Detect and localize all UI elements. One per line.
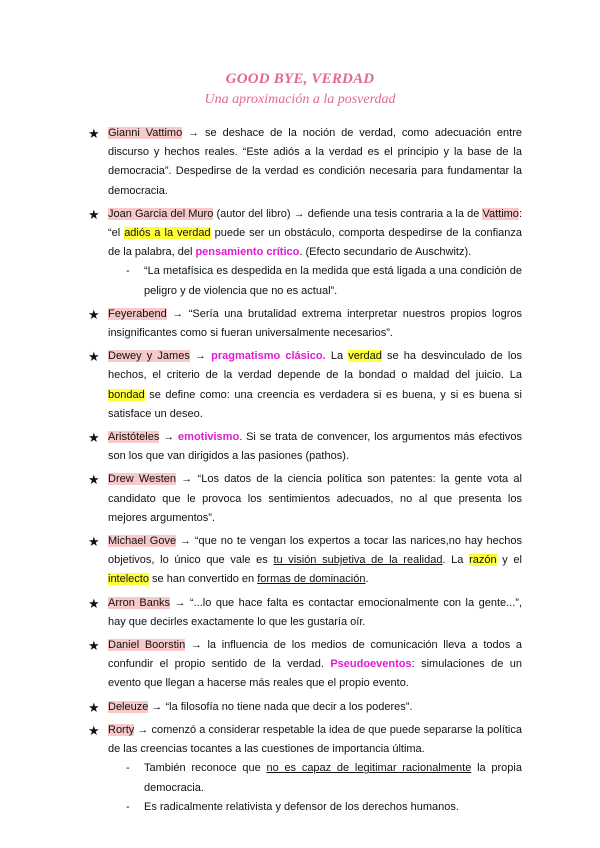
list-item-text	[108, 470, 522, 528]
text-run: También reconoce que	[144, 762, 267, 775]
text-u: formas de dominación	[257, 573, 366, 586]
text-run: se han convertido en	[148, 573, 258, 586]
text-hl-pink: Drew Westen	[108, 473, 177, 486]
text-run: (autor del libro) → defiende una tesis contraria a la de	[213, 207, 483, 220]
text-mag: pensamiento crítico	[195, 246, 300, 259]
text-hl-yellow: adiós a la verdad	[124, 227, 211, 240]
text-run: . (Efecto secundario de Auschwitz).	[299, 246, 472, 259]
sub-list-item-text	[144, 759, 522, 797]
bullet-list	[88, 124, 523, 821]
text-run: . La	[442, 554, 470, 567]
list-item-text	[108, 721, 522, 759]
dash-bullet: -	[126, 800, 130, 813]
list-item	[88, 470, 522, 528]
sub-list-item-text	[144, 262, 522, 300]
list-item	[88, 305, 522, 343]
text-hl-pink: Vattimo	[482, 207, 519, 220]
list-item	[88, 698, 522, 717]
sub-list-item	[108, 759, 522, 797]
text-run: y el	[496, 554, 522, 567]
list-item-text	[108, 347, 522, 424]
text-hl-pink: Deleuze	[108, 700, 149, 713]
sub-list-item	[108, 798, 522, 817]
text-hl-pink: Aristóteles	[108, 431, 160, 444]
star-bullet-icon: ★	[88, 472, 100, 488]
text-run: → “Los datos de la ciencia política son patentes: la gente vota al candidato que le provoca los sentimientos adecuados, no al que presenta los mejores argumentos”.	[108, 473, 522, 524]
text-hl-pink: Gianni Vattimo	[108, 127, 183, 139]
star-bullet-icon: ★	[88, 126, 100, 141]
text-hl-pink: Arron Banks	[108, 596, 170, 609]
text-mag: Pseudoeventos	[330, 658, 412, 671]
text-run: → la influencia de los medios de comunicación lleva a todos a confundir el propio sentido de la verdad.	[108, 639, 522, 671]
dash-bullet: -	[126, 265, 130, 278]
text-run: “La metafísica es despedida en la medida que está ligada a una condición de peligro y de violencia que no es actual”.	[144, 265, 522, 297]
text-hl-pink: Michael Gove	[108, 535, 177, 548]
list-item-text	[108, 124, 522, 201]
list-item	[88, 205, 523, 301]
star-bullet-icon: ★	[88, 534, 100, 550]
text-hl-pink: Daniel Boorstin	[108, 639, 186, 652]
list-item	[88, 124, 522, 201]
star-bullet-icon: ★	[88, 206, 100, 222]
text-hl-pink: Rorty	[108, 723, 135, 736]
text-hl-yellow: razón	[469, 554, 497, 567]
star-bullet-icon: ★	[88, 699, 100, 715]
text-run: la propia democracia.	[144, 762, 522, 794]
dash-bullet: -	[126, 762, 130, 775]
list-item	[88, 594, 523, 632]
star-bullet-icon: ★	[88, 722, 100, 738]
text-run: → “...lo que hace falta es contactar emocionalmente con la gente...”, hay que decirles exactamente lo que les gustaría oír.	[108, 596, 523, 628]
text-run: : “el	[108, 207, 522, 240]
text-run: → se deshace de la noción de verdad, como adecuación entre discurso y hechos reales. “Este adiós a la verdad es el principio y la base de la democracia”. Despedirse de la verdad es condición necesaria para fundamentar la democracia.	[108, 127, 522, 197]
list-item-text	[108, 698, 522, 717]
text-hl-yellow: bondad	[108, 388, 145, 401]
text-run: . Si se trata de convencer, los argumentos más efectivos son los que van dirigidos a las pasiones (pathos).	[108, 431, 522, 463]
text-hl-pink: Joan Garcia del Muro	[108, 207, 214, 220]
text-run: → “Sería una brutalidad extrema interpretar nuestros propios logros insignificantes como si fueran universalmente necesarios”.	[108, 307, 522, 340]
text-run: se ha desvinculado de los hechos, el criterio de la verdad depende de la bondad o maldad del juicio. La	[108, 350, 522, 382]
list-item	[88, 428, 522, 466]
text-u: tu visión subjetiva de la realidad	[273, 554, 443, 567]
text-run: → comenzó a considerar respetable la idea de que puede separarse la política de las creencias tocantes a las cuestiones de importancia última.	[108, 723, 522, 756]
text-run: → “que no te vengan los expertos a tocar las narices,no hay hechos objetivos, lo único que vale es	[108, 535, 522, 567]
text-hl-pink: Feyerabend	[108, 307, 167, 320]
star-bullet-icon: ★	[88, 430, 100, 446]
list-item	[88, 347, 522, 424]
document-title: GOOD BYE, VERDAD	[225, 71, 375, 87]
list-item-text	[108, 636, 522, 694]
sub-list-item	[108, 262, 522, 300]
sub-list-item-text	[144, 798, 522, 817]
text-run: Es radicalmente relativista y defensor de los derechos humanos.	[144, 800, 459, 813]
list-item-text	[108, 428, 522, 466]
list-item-text	[108, 532, 522, 590]
text-run: se define como: una creencia es verdadera si es buena, y si es buena si satisface un deseo.	[108, 388, 522, 420]
star-bullet-icon: ★	[88, 638, 100, 654]
text-run: .	[365, 573, 369, 586]
text-run: La	[325, 350, 349, 363]
text-run: →	[159, 431, 179, 444]
text-mag: pragmatismo clásico.	[211, 350, 326, 363]
text-run: : simulaciones de un evento que llegan a hacerse más reales que el propio evento.	[108, 658, 523, 690]
list-item	[88, 636, 523, 694]
list-item-text	[108, 205, 522, 263]
text-hl-pink: Dewey y James	[108, 350, 190, 363]
list-item	[88, 532, 522, 590]
star-bullet-icon: ★	[88, 306, 100, 322]
text-run: → “la filosofía no tiene nada que decir a los poderes”.	[148, 700, 413, 713]
star-bullet-icon: ★	[88, 595, 100, 611]
text-hl-yellow: intelecto	[108, 573, 149, 586]
text-run: puede ser un obstáculo, comporta despedirse de la confianza de la palabra, del	[108, 227, 523, 259]
list-item	[88, 721, 522, 817]
list-item-text	[108, 594, 522, 632]
text-run: →	[189, 350, 212, 363]
list-item-text	[108, 305, 522, 343]
star-bullet-icon: ★	[88, 349, 100, 365]
document-subtitle: Una aproximación a la posverdad	[204, 92, 396, 107]
text-hl-yellow: verdad	[348, 350, 382, 363]
text-mag: emotivismo	[178, 431, 240, 444]
text-u: no es capaz de legitimar racionalmente	[266, 762, 472, 775]
